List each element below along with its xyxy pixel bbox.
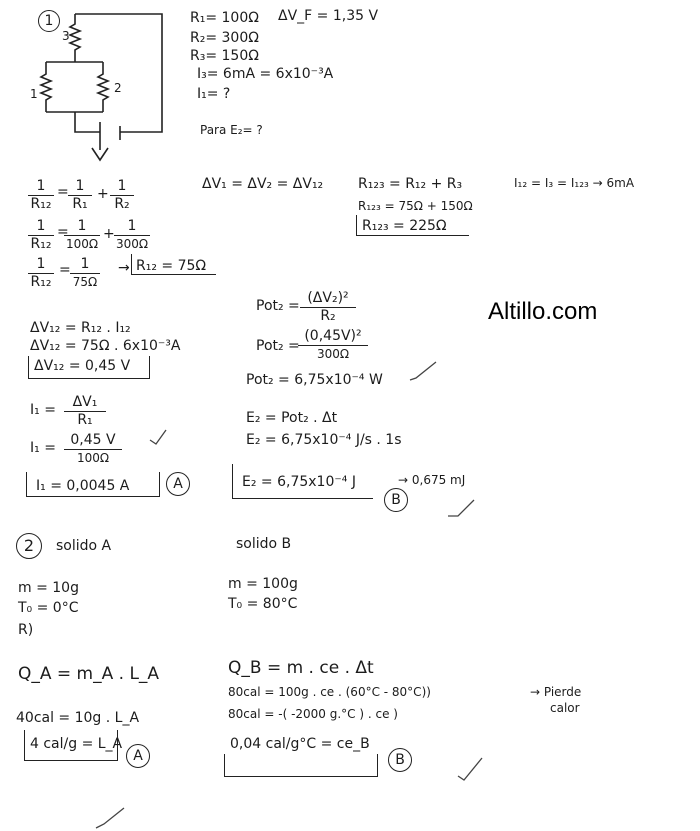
frac-1-300: $\frac{1}{300\Omega}$ <box>116 218 149 251</box>
qa-line2: 40cal = 10g . L_A <box>16 710 140 726</box>
solid-a-r: R) <box>18 622 34 638</box>
r12-result: R₁₂ = 75Ω <box>136 258 207 274</box>
qa-line3: 4 cal/g = L_A <box>30 736 123 752</box>
solid-a-title: solido A <box>56 538 112 554</box>
plus-sign: + <box>97 186 109 202</box>
qb-eq: Q_B = m . ce . Δt <box>228 658 374 678</box>
answer-b-2: B <box>388 748 412 772</box>
answer-a-2: A <box>126 744 150 768</box>
frac-1-r2: $\frac{1}{\text{R₂}}$ <box>110 178 134 213</box>
frac-1-r12c: $\frac{1}{\text{R₁₂}}$ <box>28 256 54 291</box>
qb-line2: 80cal = 100g . ce . (60°C - 80°C)) <box>228 685 431 699</box>
given-r3: R₃= 150Ω <box>190 48 259 64</box>
r123-line3: R₁₂₃ = 225Ω <box>362 218 447 234</box>
qa-box <box>24 730 118 761</box>
pot-result: Pot₂ = 6,75x10⁻⁴ W <box>246 372 383 388</box>
frac-1-r12b: $\frac{1}{\text{R₁₂}}$ <box>28 218 54 253</box>
solid-a-mass: m = 10g <box>18 580 79 596</box>
i1-label-2: I₁ = <box>30 440 56 456</box>
arrow: → <box>118 260 130 276</box>
answer-a-1: A <box>166 472 190 496</box>
qb-line3: 80cal = -( -2000 g.°C ) . ce ) <box>228 707 398 721</box>
watermark: Altillo.com <box>488 298 598 325</box>
solid-b-mass: m = 100g <box>228 576 298 592</box>
solid-b-title: solido B <box>236 536 292 552</box>
given-i1: I₁= ? <box>197 86 231 102</box>
i1-frac-2: $\frac{0,45 V}{100\Omega}$ <box>64 432 122 467</box>
pot-label-1: Pot₂ = <box>256 298 300 314</box>
pot-label-2: Pot₂ = <box>256 338 300 354</box>
frac-1-r12: $\frac{1}{\text{R₁₂}}$ <box>28 178 54 213</box>
e2-line2: E₂ = 6,75x10⁻⁴ J/s . 1s <box>246 432 402 448</box>
given-r1: R₁= 100Ω <box>190 10 259 26</box>
solid-a-t0: T₀ = 0°C <box>18 600 79 616</box>
dv12-line3: ΔV₁₂ = 0,45 V <box>34 358 131 374</box>
check-mark <box>410 362 436 380</box>
e2-line1: E₂ = Pot₂ . Δt <box>246 410 338 426</box>
check-mark <box>150 430 166 444</box>
r123-line1: R₁₂₃ = R₁₂ + R₃ <box>358 176 463 192</box>
i1-result: I₁ = 0,0045 A <box>36 478 130 494</box>
answer-b-1: B <box>384 488 408 512</box>
pot-frac-2: $\frac{\text{(0,45V)²}}{300\Omega}$ <box>298 328 368 363</box>
e2-result: E₂ = 6,75x10⁻⁴ J <box>242 474 356 490</box>
given-r2: R₂= 300Ω <box>190 30 259 46</box>
label-r3: 3 <box>62 29 70 43</box>
label-r1: 1 <box>30 87 38 101</box>
plus-sign: + <box>103 226 115 242</box>
r123-line2: R₁₂₃ = 75Ω + 150Ω <box>358 199 473 213</box>
qa-eq: Q_A = m_A . L_A <box>18 664 160 684</box>
i1-frac-1: $\frac{\text{ΔV₁}}{\text{R₁}}$ <box>64 394 106 429</box>
problem-1-number: 1 <box>38 10 60 32</box>
i1-label-1: I₁ = <box>30 402 56 418</box>
check-mark <box>458 758 482 780</box>
eq-sign: = <box>57 224 69 240</box>
qb-box <box>224 754 378 777</box>
frac-1-75: $\frac{1}{75\Omega}$ <box>70 256 100 291</box>
pot-frac-1: $\frac{\text{(ΔV₂)²}}{\text{R₂}}$ <box>300 290 356 325</box>
check-mark <box>96 808 124 828</box>
pierde-note: → Pierde <box>530 685 582 699</box>
qb-line4: 0,04 cal/g°C = ce_B <box>230 736 370 752</box>
currents-equal: I₁₂ = I₃ = I₁₂₃ → 6mA <box>514 176 635 190</box>
dv-equal: ΔV₁ = ΔV₂ = ΔV₁₂ <box>202 176 324 192</box>
check-mark <box>448 500 474 516</box>
calor-note: calor <box>550 701 580 715</box>
eq-sign: = <box>59 262 71 278</box>
eq-sign: = <box>57 184 69 200</box>
dv12-line2: ΔV₁₂ = 75Ω . 6x10⁻³A <box>30 338 181 354</box>
frac-1-r1: $\frac{1}{\text{R₁}}$ <box>68 178 92 213</box>
given-i3: I₃= 6mA = 6x10⁻³A <box>197 66 334 82</box>
solid-b-t0: T₀ = 80°C <box>228 596 298 612</box>
given-dvf: ΔV_F = 1,35 V <box>278 8 379 24</box>
problem-2-number: 2 <box>16 533 42 559</box>
label-r2: 2 <box>114 81 122 95</box>
dv12-line1: ΔV₁₂ = R₁₂ . I₁₂ <box>30 320 131 336</box>
frac-1-100: $\frac{1}{100\Omega}$ <box>66 218 99 251</box>
given-e2: Para E₂= ? <box>200 123 263 137</box>
e2-conv: → 0,675 mJ <box>398 473 466 487</box>
